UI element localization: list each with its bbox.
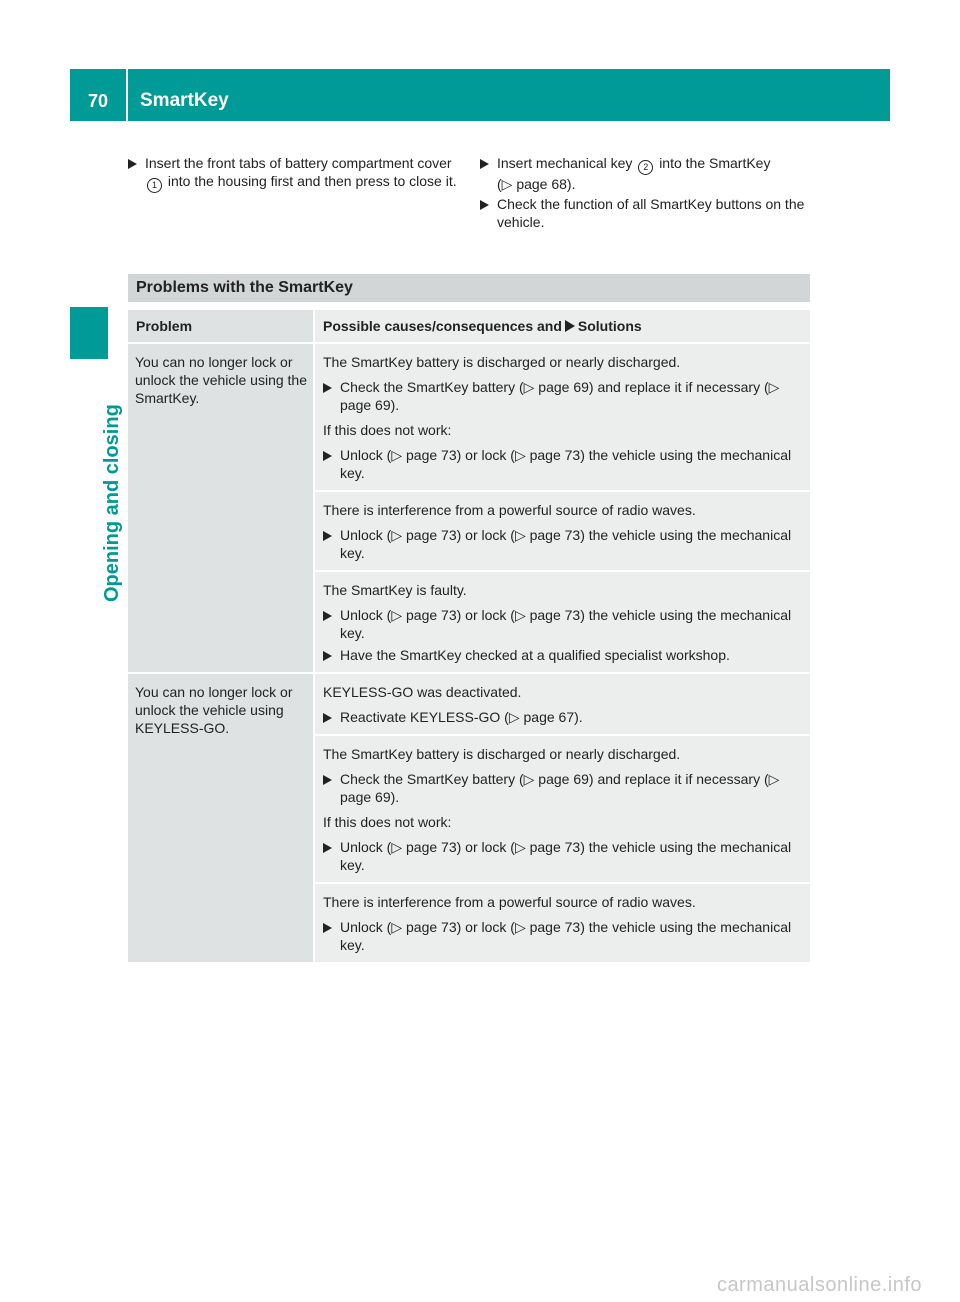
step-arrow-icon <box>323 611 332 621</box>
cause-cell: The SmartKey battery is discharged or nearly discharged. Check the SmartKey battery (▷ page 69) and replace it if necessary (▷ page 69). If this does not work: Unlock (▷ page 73) or lock (▷ page 73) the vehicle using the mechanical key. <box>315 736 810 882</box>
step-arrow-icon <box>323 383 332 393</box>
solution-step: Unlock (▷ page 73) or lock (▷ page 73) the vehicle using the mechanical key. <box>323 446 802 482</box>
solution-step: Check the SmartKey battery (▷ page 69) and replace it if necessary (▷ page 69). <box>323 770 802 806</box>
problem-group <box>128 344 810 672</box>
problems-table <box>128 310 810 962</box>
solution-step: Unlock (▷ page 73) or lock (▷ page 73) the vehicle using the mechanical key. <box>323 606 802 642</box>
solution-step: Check the SmartKey battery (▷ page 69) and replace it if necessary (▷ page 69). <box>323 378 802 414</box>
solution-arrow-icon <box>565 320 575 332</box>
instruction-step: Insert mechanical key 2 into the SmartKey (▷ page 68). <box>480 154 815 193</box>
step-arrow-icon <box>323 531 332 541</box>
step-arrow-icon <box>323 923 332 933</box>
page-number: 70 <box>87 91 109 111</box>
step-arrow-icon <box>480 159 489 169</box>
solution-step: Unlock (▷ page 73) or lock (▷ page 73) the vehicle using the mechanical key. <box>323 838 802 874</box>
section-side-label: Opening and closing <box>101 404 123 602</box>
intro-left-column <box>128 154 463 195</box>
page-title: SmartKey <box>140 90 229 111</box>
causes-column <box>313 344 810 672</box>
solution-step: Reactivate KEYLESS-GO (▷ page 67). <box>323 708 802 726</box>
solution-step: Unlock (▷ page 73) or lock (▷ page 73) the vehicle using the mechanical key. <box>323 918 802 954</box>
intro-right-column <box>480 154 815 233</box>
page-reference-link[interactable]: (▷ page 68). <box>497 176 576 192</box>
column-header-causes: Possible causes/consequences and Solutions <box>313 310 810 342</box>
instruction-step: Check the function of all SmartKey buttons on the vehicle. <box>480 195 815 231</box>
cause-cell: The SmartKey is faulty. Unlock (▷ page 73) or lock (▷ page 73) the vehicle using the mechanical key. Have the SmartKey checked at a qualified specialist workshop. <box>315 572 810 672</box>
table-header-row <box>128 310 810 342</box>
instruction-step: Insert the front tabs of battery compartment cover 1 into the housing first and then press to close it. <box>128 154 463 193</box>
section-tab-marker <box>70 307 108 359</box>
cause-cell: KEYLESS-GO was deactivated. Reactivate KEYLESS-GO (▷ page 67). <box>315 674 810 734</box>
step-arrow-icon <box>323 651 332 661</box>
callout-number-icon: 2 <box>638 160 653 175</box>
watermark-text: carmanualsonline.info <box>716 1274 922 1296</box>
step-arrow-icon <box>480 200 489 210</box>
table-title: Problems with the SmartKey <box>128 274 810 302</box>
problem-cell: You can no longer lock or unlock the vehicle using KEYLESS-GO. <box>128 674 313 962</box>
header-divider <box>126 69 128 121</box>
step-arrow-icon <box>323 713 332 723</box>
cause-cell: There is interference from a powerful source of radio waves. Unlock (▷ page 73) or lock (▷ page 73) the vehicle using the mechanical key. <box>315 884 810 962</box>
cause-cell: The SmartKey battery is discharged or nearly discharged. Check the SmartKey battery (▷ page 69) and replace it if necessary (▷ page 69). If this does not work: Unlock (▷ page 73) or lock (▷ page 73) the vehicle using the mechanical key. <box>315 344 810 490</box>
column-header-problem: Problem <box>128 310 313 342</box>
solution-step: Unlock (▷ page 73) or lock (▷ page 73) the vehicle using the mechanical key. <box>323 526 802 562</box>
step-arrow-icon <box>128 159 137 169</box>
causes-column <box>313 674 810 962</box>
step-arrow-icon <box>323 843 332 853</box>
callout-number-icon: 1 <box>147 178 162 193</box>
step-arrow-icon <box>323 451 332 461</box>
step-arrow-icon <box>323 775 332 785</box>
cause-cell: There is interference from a powerful source of radio waves. Unlock (▷ page 73) or lock (▷ page 73) the vehicle using the mechanical key. <box>315 492 810 570</box>
problem-group <box>128 674 810 962</box>
problem-cell: You can no longer lock or unlock the vehicle using the SmartKey. <box>128 344 313 672</box>
solution-step: Have the SmartKey checked at a qualified specialist workshop. <box>323 646 802 664</box>
